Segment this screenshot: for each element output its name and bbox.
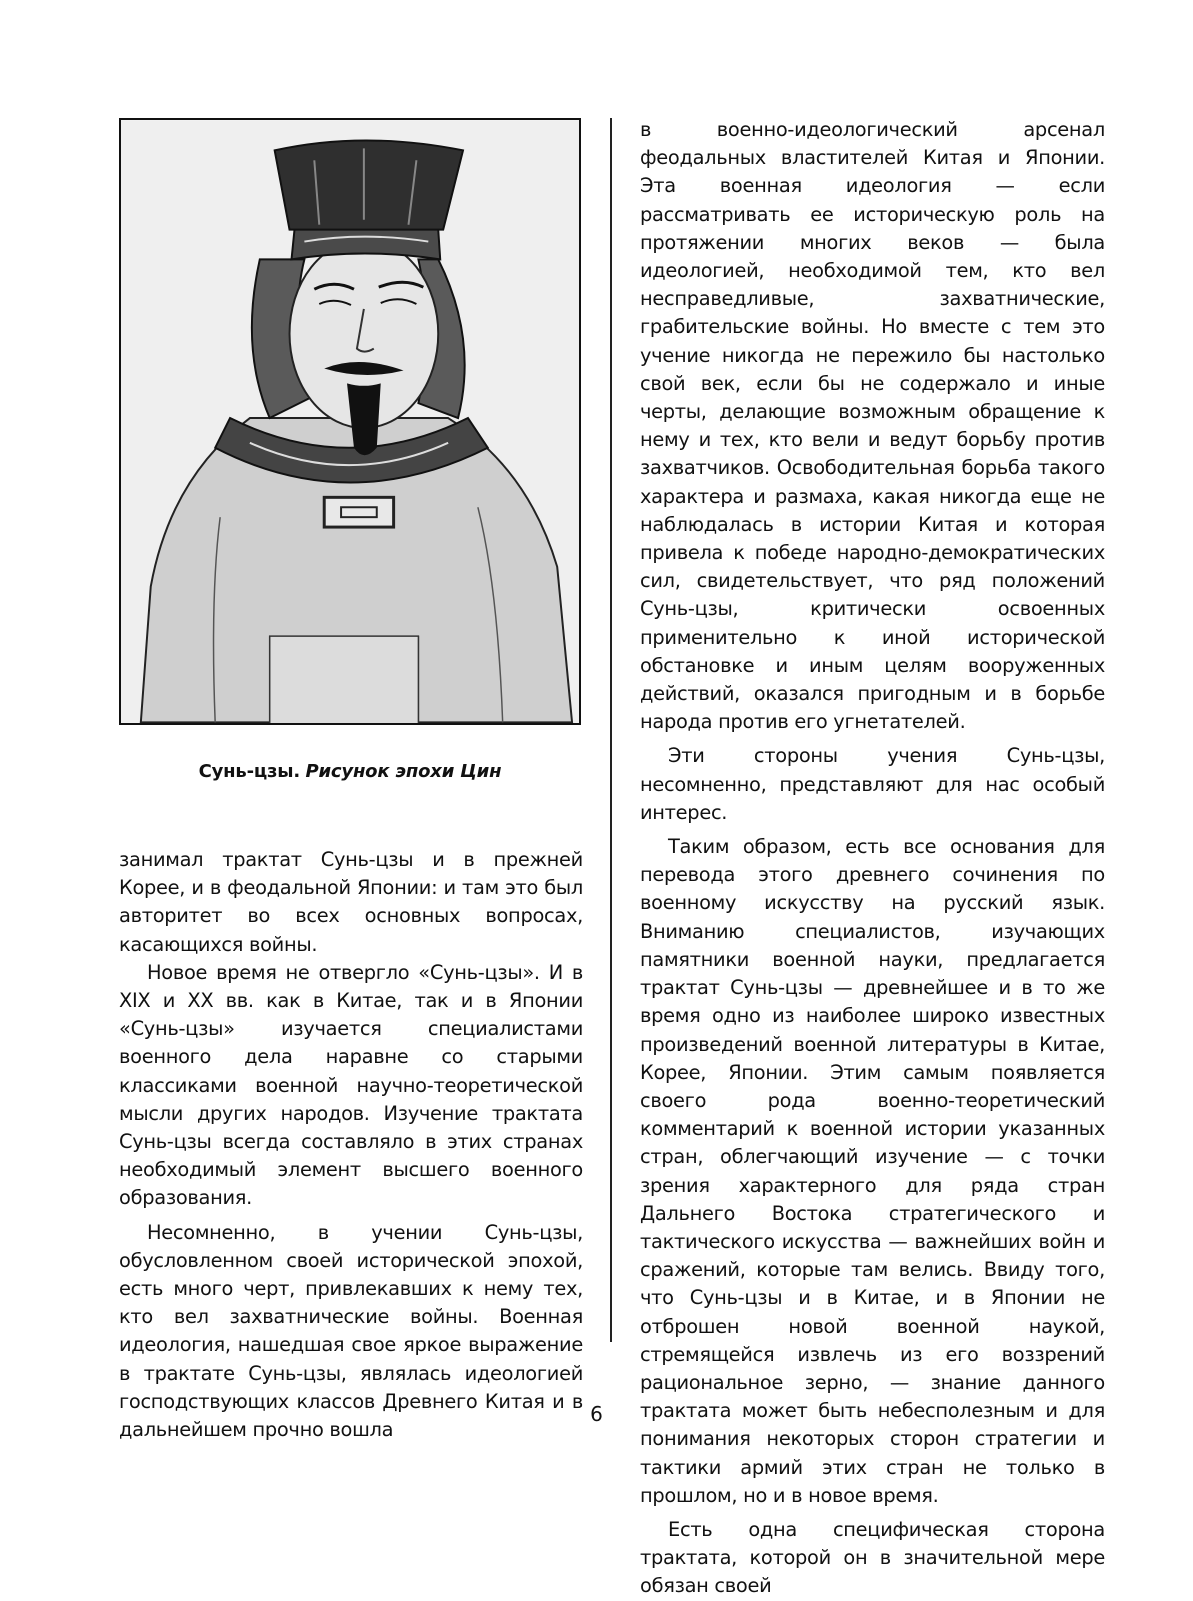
paragraph: Новое время не отвергло «Сунь-цзы». И в XIX и XX вв. как в Китае, так и в Японии «Сунь-цзы» изучается специалистами военного дела наравне со старыми классиками военной научно-теоретической мысли других народов. Изучение трактата Сунь-цзы всегда составляло в этих странах необходимый элемент высшего военного образования.: [119, 960, 583, 1210]
paragraph: Несомненно, в учении Сунь-цзы, обусловленном своей исторической эпохой, есть много черт, привлекавших к нему тех, кто вел захватнические войны. Военная идеология, нашедшая свое яркое выражение в трактате Сунь-цзы, являлась идеологией господствующих классов Древнего Китая и в дальнейшем прочно вошла: [119, 1220, 583, 1442]
page-number: 6: [590, 1402, 603, 1426]
portrait-illustration: [119, 118, 581, 725]
paragraph: занимал трактат Сунь-цзы и в прежней Корее, и в феодальной Японии: и там это был авторитет во всех основных вопросах, касающихся войны.: [119, 848, 583, 956]
caption-name: Сунь-цзы.: [198, 761, 300, 782]
left-text-column: [119, 846, 583, 1444]
right-text-column: [640, 116, 1105, 1601]
paragraph: Таким образом, есть все основания для перевода этого древнего сочинения по военному искусству на русский язык. Вниманию специалистов, изучающих памятники военной науки, предлагается трактат Сунь-цзы — древнейшее и в то же время одно из наиболее широко известных произведений военной литературы в Китае, Корее, Японии. Этим самым появляется своего рода военно-теоретический комментарий к военной истории указанных стран, облегчающий изучение — с точки зрения характерного для ряда стран Дальнего Востока стратегического и тактического искусства — важнейших войн и сражений, которые там велись. Ввиду того, что Сунь-цзы и в Китае, и в Японии не отброшен новой военной наукой, стремящейся извлечь из его воззрений рациональное зерно, — знание данного трактата может быть небесполезным и для понимания некоторых сторон стратегии и тактики армий этих стран не только в прошлом, но и в новое время.: [640, 835, 1105, 1507]
figure-caption: [119, 760, 581, 784]
sun-tzu-portrait-drawing: [121, 120, 579, 723]
caption-description: Рисунок эпохи Цин: [305, 761, 502, 782]
column-divider: [610, 118, 612, 1342]
paragraph: Есть одна специфическая сторона трактата, которой он в значительной мере обязан своей: [640, 1517, 1105, 1598]
paragraph: в военно-идеологический арсенал феодальных властителей Китая и Японии. Эта военная идеология — если рассматривать ее историческую роль на протяжении многих веков — была идеологией, необходимой тем, кто вел несправедливые, захватнические, грабительские войны. Но вместе с тем это учение никогда не пережило бы настолько свой век, если бы не содержало и иные черты, делающие возможным обращение к нему и тех, кто вели и ведут борьбу против захватчиков. Освободительная борьба такого характера и размаха, какая никогда еще не наблюдалась в истории Китая и которая привела к победе народно-демократических сил, свидетельствует, что ряд положений Сунь-цзы, критически освоенных применительно к иной исторической обстановке и иным целям вооруженных действий, оказался пригодным и в борьбе народа против его угнетателей.: [640, 118, 1105, 734]
paragraph: Эти стороны учения Сунь-цзы, несомненно, представляют для нас особый интерес.: [640, 744, 1105, 824]
